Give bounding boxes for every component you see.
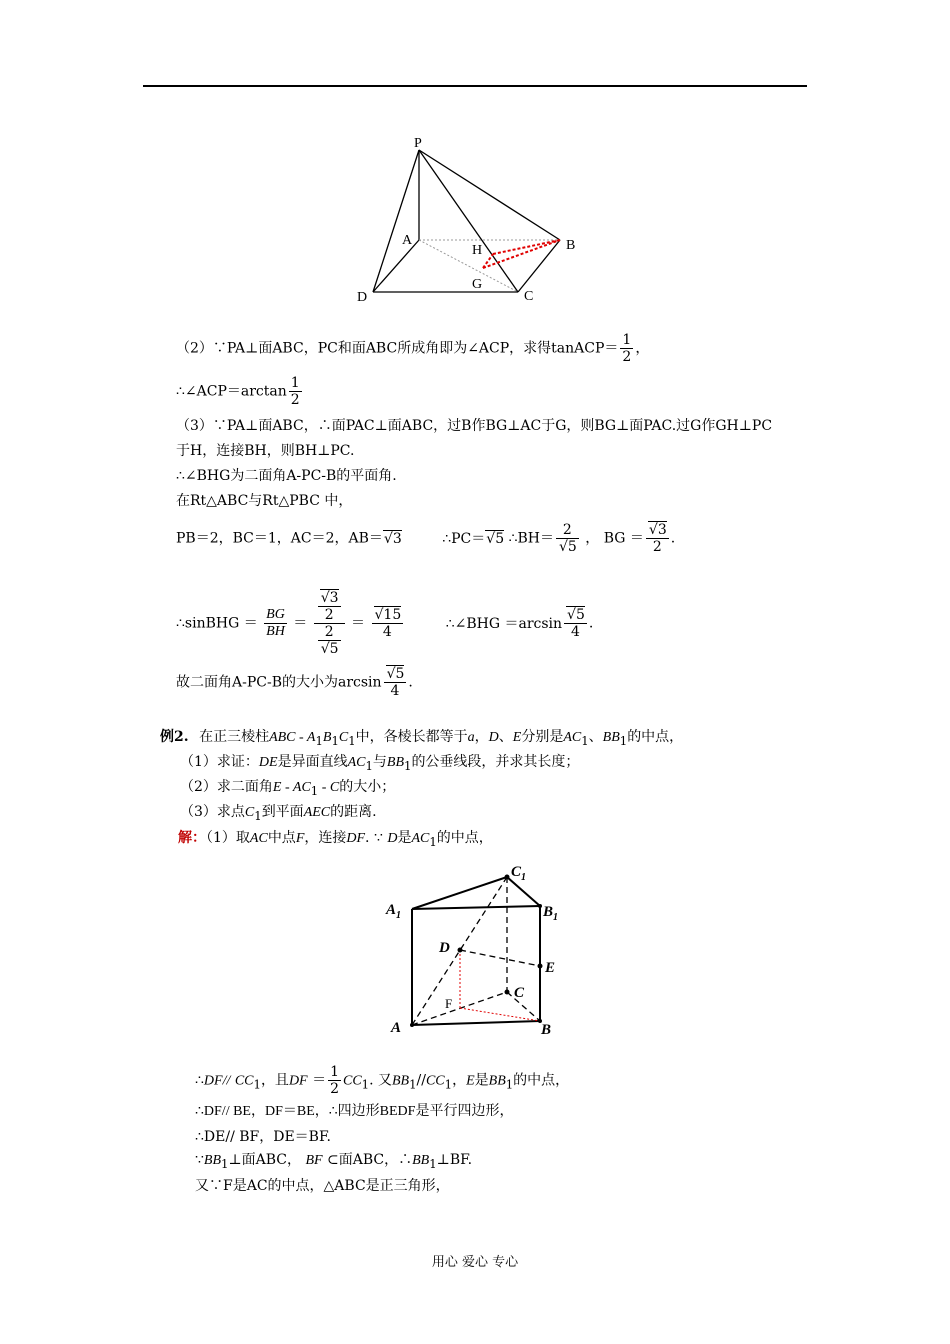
pyramid-figure	[350, 130, 600, 310]
sol-line-8: ∴sinBHG ＝ $\frac{BG}{BH}$ ＝ √ $\frac{3}{2}$ 2 √ 5 ＝ √ $\frac{15}{4}$ ∴∠BHG ＝arcsin √ $\frac{5}{4}$ .	[176, 590, 593, 657]
sol-line-3: （3）∵PA⊥面ABC，∴面PAC⊥面ABC，过B作BG⊥AC于G，则BG⊥面PAC.过G作GH⊥PC	[176, 418, 773, 434]
sol-line-9: 故二面角A-PC-B的大小为arcsin √ $\frac{5}{4}$ .	[176, 666, 413, 699]
example-2-q1: （1）求证：DE是异面直线$AC_1$与$BB_1$的公垂线段，并求其长度；	[180, 754, 580, 773]
sol2-line-3: ∴DE// BF，DE＝BF.	[195, 1129, 331, 1145]
example-2-solution-start: 解：（1）取AC中点F，连接DF. ∵ D是$AC_1$的中点，	[178, 830, 493, 849]
label-F: F	[445, 996, 453, 1011]
sol2-line-2: ∴DF// BE，DF＝BE，∴四边形BEDF是平行四边形，	[195, 1104, 514, 1119]
sol2-line-4: $\because BB_1\perp$面ABC， BF ⊂面ABC，$\therefore BB_1\perp BF$.	[195, 1152, 473, 1171]
label-P: P	[414, 136, 422, 151]
label-D: D	[357, 290, 368, 305]
sol-line-7: PB＝2，BC＝1，AC＝2，AB＝√ 3 ∴PC＝√ 5 ∴BH＝ 2 √ 5 ， BG ＝ √ $\frac{3}{2}$ .	[176, 522, 675, 555]
sol-line-4: 于H，连接BH，则BH⊥PC.	[176, 443, 355, 459]
example-2-q2: （2）求二面角E - $AC_1$ - C的大小；	[180, 779, 396, 798]
header-rule	[143, 85, 807, 87]
sol-line-2: ∴∠ACP＝arctan $\frac{1}{2}$	[176, 375, 300, 408]
label-A: A	[391, 1020, 402, 1036]
sol2-line-1: ∴DF// $CC_1$，且DF ＝ $\frac{1}{2}$ $CC_1$. 又$BB_1//CC_1$，E是$BB_1$的中点，	[195, 1064, 570, 1097]
sol-line-1: （2）∵PA⊥面ABC，PC和面ABC所成角即为∠ACP，求得tanACP＝ $\frac{1}{2}$ ，	[176, 332, 650, 365]
page-footer: 用心 爱心 专心	[431, 1255, 519, 1270]
sol-line-5: ∴∠BHG为二面角A-PC-B的平面角.	[176, 468, 397, 484]
label-A1: $A_1$	[386, 902, 402, 921]
label-C1: $C_1$	[511, 864, 527, 883]
example-2-statement: 例2. 在正三棱柱ABC - $A_1B_1C_1$中，各棱长都等于a，D、E分别是$AC_1$、$BB_1$的中点，	[160, 729, 684, 748]
label-C: C	[524, 289, 534, 304]
label-B1: $B_1$	[543, 904, 559, 923]
label-C: C	[514, 985, 525, 1001]
label-B: B	[566, 238, 576, 253]
example-2-q3: （3）求点$C_1$到平面AEC的距离.	[180, 804, 377, 823]
sol2-line-5: 又∵F是AC的中点，△ABC是正三角形，	[195, 1178, 450, 1194]
prism-figure	[380, 860, 580, 1040]
label-G: G	[472, 277, 483, 292]
label-H: H	[472, 243, 483, 258]
label-A: A	[402, 233, 413, 248]
label-B: B	[541, 1022, 552, 1038]
label-E: E	[545, 960, 556, 976]
sol-line-6: 在Rt△ABC与Rt△PBC 中，	[176, 493, 353, 509]
label-D: D	[439, 940, 450, 956]
